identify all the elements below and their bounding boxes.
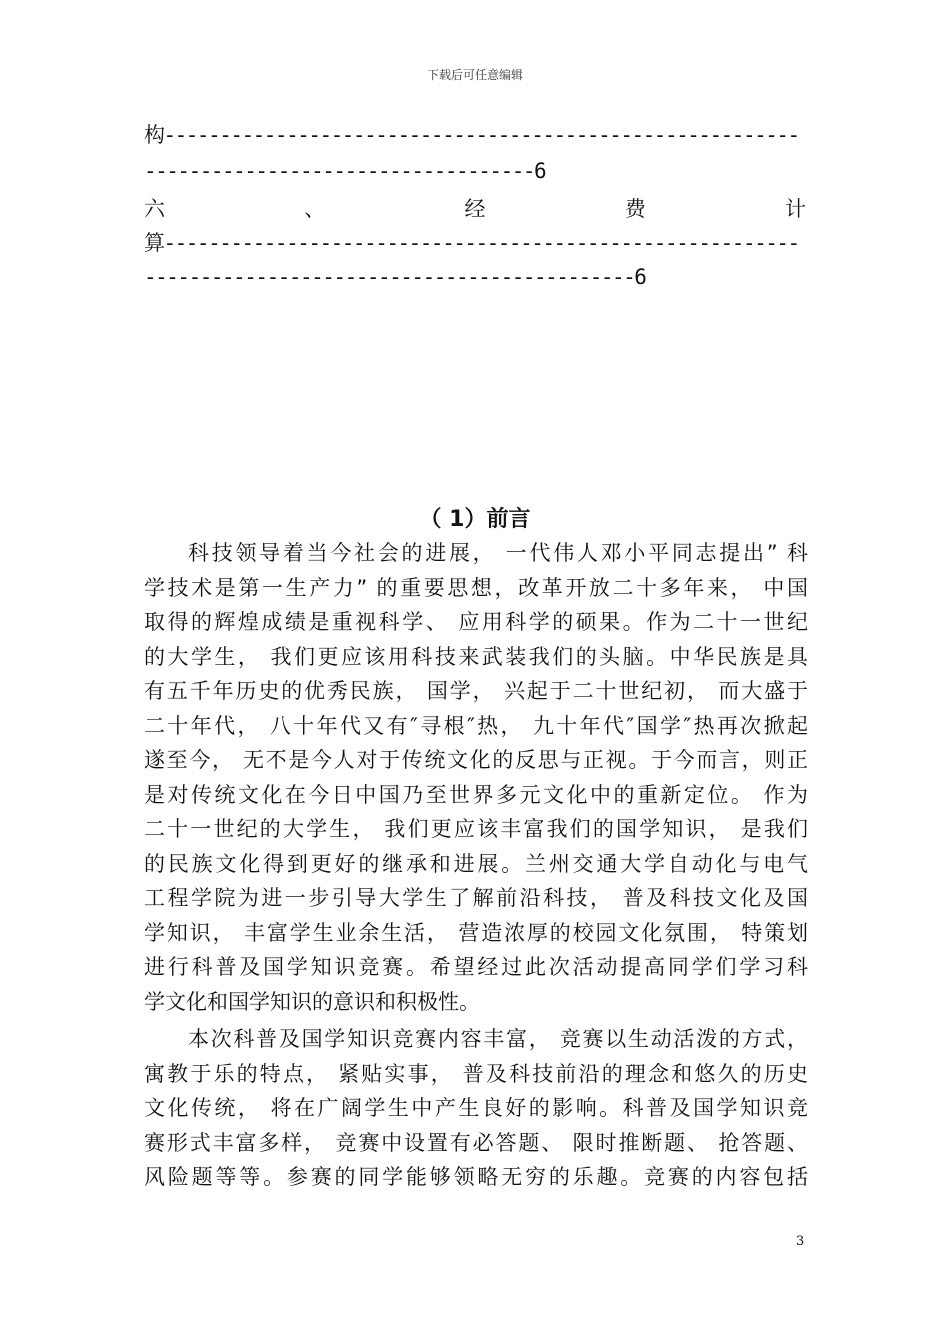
text-line: 寓教于乐的特点， 紧贴实事， 普及科技前沿的理念和悠久的历史 [144, 1061, 808, 1086]
toc-entry-5-line1 [144, 118, 806, 152]
text-line: 的民族文化得到更好的继承和进展。兰州交通大学自动化与电气 [144, 851, 808, 876]
text-line: 赛形式丰富多样， 竞赛中设置有必答题、 限时推断题、 抢答题、 [144, 1130, 808, 1155]
toc-char: 计 [785, 197, 806, 221]
text-line: 取得的辉煌成绩是重视科学、 应用科学的硕果。作为二十一世纪 [144, 610, 808, 634]
text-line: 本次科普及国学知识竞赛内容丰富， 竞赛以生动活泼的方式， [188, 1027, 808, 1051]
toc-entry-6-title [144, 192, 806, 226]
toc-char: 经 [464, 197, 486, 221]
toc-entry-6-line1 [144, 226, 806, 260]
toc-entry-text: 构--------------------------------------------------------- [144, 123, 799, 147]
toc-char: 六 [144, 197, 165, 221]
toc-entry-leader: -----------------------------------6 [144, 159, 546, 183]
text-line: 是对传统文化在今日中国乃至世界多元文化中的重新定位。 作为 [144, 782, 808, 807]
toc-entry-leader: --------------------------------------------6 [144, 265, 646, 289]
text-line: 二十年代， 八十年代又有″寻根″热， 九十年代″国学″热再次掀起 [144, 713, 808, 738]
text-line: 有五千年历史的优秀民族， 国学， 兴起于二十世纪初， 而大盛于 [144, 679, 808, 703]
toc-char: 费 [624, 197, 646, 221]
text-line: 学知识， 丰富学生业余生活， 营造浓厚的校园文化氛围， 特策划 [144, 920, 808, 945]
toc-entry-text: 算--------------------------------------------------------- [144, 231, 799, 255]
toc-char: 、 [304, 197, 326, 221]
page-number: 3 [796, 1234, 805, 1249]
text-line: 的大学生， 我们更应该用科技来武装我们的头脑。中华民族是具 [144, 644, 808, 669]
text-line: 二十一世纪的大学生， 我们更应该丰富我们的国学知识， 是我们 [144, 817, 808, 841]
text-line: 文化传统， 将在广阔学生中产生良好的影响。科普及国学知识竞 [144, 1096, 808, 1120]
paragraph-preface [144, 536, 808, 1019]
text-line: 学文化和国学知识的意识和积极性。 [144, 989, 480, 1014]
text-line: 遂至今， 无不是今人对于传统文化的反思与正视。于今而言，则正 [144, 748, 808, 772]
text-line: 学技术是第一生产力” 的重要思想，改革开放二十多年来， 中国 [144, 575, 808, 600]
text-line: 进行科普及国学知识竞赛。希望经过此次活动提高同学们学习科 [144, 955, 808, 979]
paragraph-competition [144, 1022, 808, 1195]
toc-entry-6-line2 [144, 260, 806, 294]
page-header: 下载后可任意编辑 [426, 68, 523, 82]
section-heading: （ 1）前言 [419, 507, 531, 532]
text-line: 工程学院为进一步引导大学生了解前沿科技， 普及科技文化及国 [144, 886, 808, 910]
toc-entry-5-line2 [144, 154, 806, 188]
text-line: 科技领导着当今社会的进展， 一代伟人邓小平同志提出” 科 [188, 541, 808, 565]
text-line: 风险题等等。参赛的同学能够领略无穷的乐趣。竞赛的内容包括 [144, 1165, 808, 1189]
